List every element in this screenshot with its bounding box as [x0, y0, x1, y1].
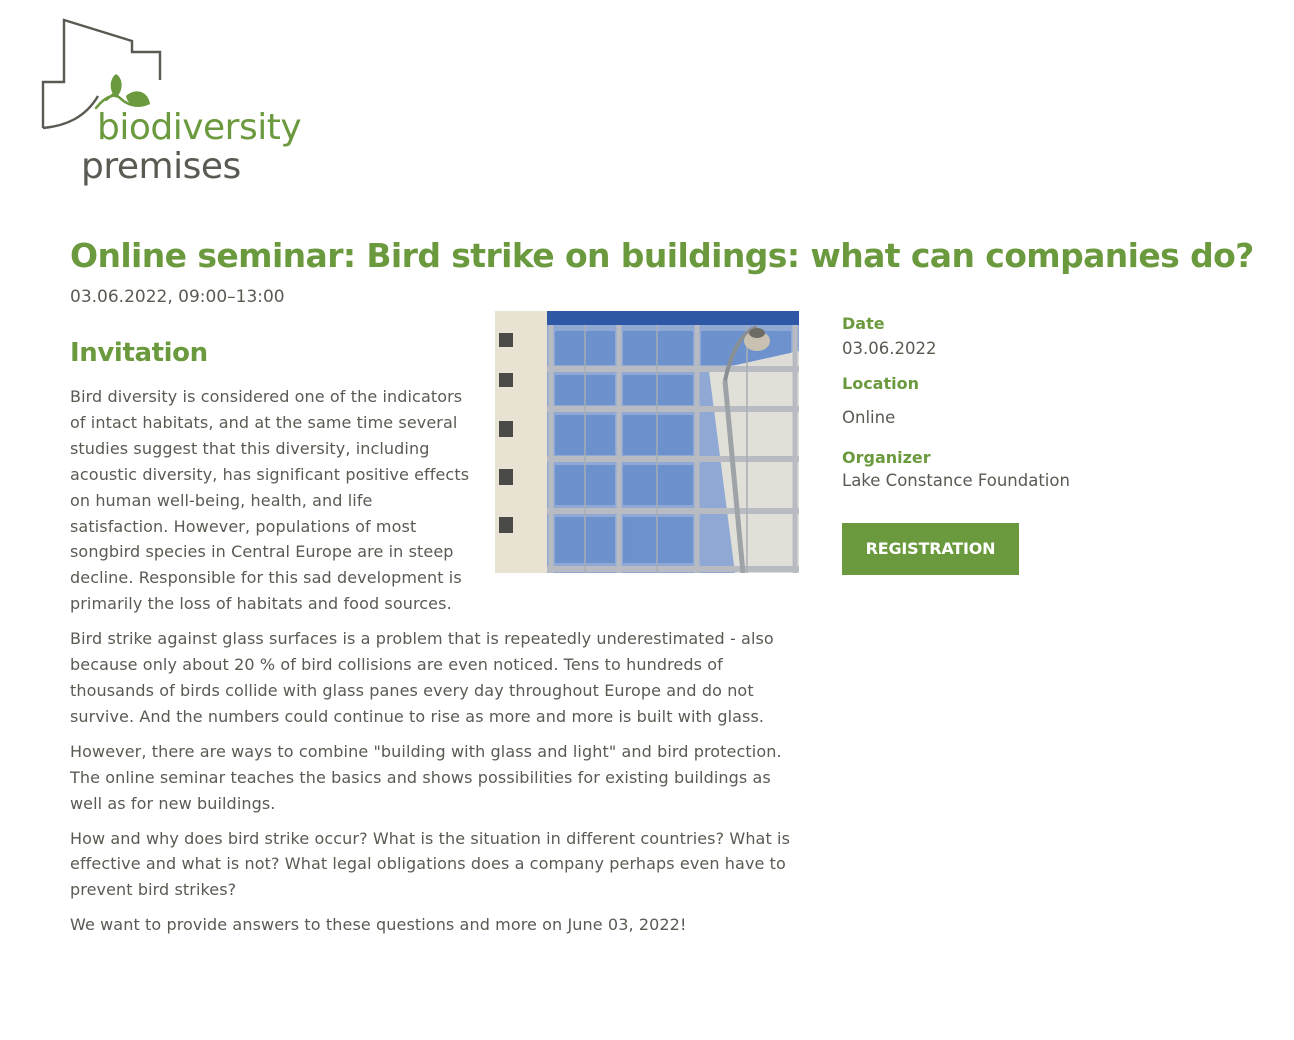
paragraph: However, there are ways to combine "building with glass and light" and bird protection. The online seminar teaches the basics and shows possibilities for existing buildings as well as for new buildings.	[70, 741, 782, 813]
logo-text-biodiversity: biodiversity	[97, 107, 302, 148]
organizer-value: Lake Constance Foundation	[842, 471, 1070, 490]
paragraph: We want to provide answers to these questions and more on June 03, 2022!	[70, 915, 687, 935]
site-logo[interactable]	[40, 18, 320, 196]
section-heading-invitation: Invitation	[70, 338, 208, 368]
event-description	[70, 310, 802, 947]
date-label: Date	[842, 314, 885, 333]
paragraph: Bird diversity is considered one of the indicators of intact habitats, and at the same time several studies suggest that this diversity, including acoustic diversity, has significant positive effects on human well-being, health, and life satisfaction. However, populations of most songbird species in Central Europe are in steep decline. Responsible for this sad development is primarily the loss of habitats and food sources.	[70, 387, 470, 614]
event-datetime: 03.06.2022, 09:00–13:00	[70, 287, 285, 307]
paragraph: Bird strike against glass surfaces is a problem that is repeatedly underestimated - also because only about 20 % of bird collisions are even noticed. Tens to hundreds of thousands of birds collide with glass panes every day throughout Europe and do not survive. And the numbers could continue to rise as more and more is built with glass.	[70, 629, 774, 726]
date-value: 03.06.2022	[842, 339, 937, 358]
logo-text-premises: premises	[81, 146, 241, 187]
location-label: Location	[842, 374, 919, 393]
organizer-label: Organizer	[842, 448, 931, 467]
location-value: Online	[842, 408, 896, 427]
page-title: Online seminar: Bird strike on buildings: what can companies do?	[70, 236, 1254, 275]
paragraph: How and why does bird strike occur? What is the situation in different countries? What is effective and what is not? What legal obligations does a company perhaps even have to prevent bird strikes?	[70, 828, 791, 900]
glass-facade-image	[495, 311, 799, 573]
registration-button[interactable]: REGISTRATION	[842, 523, 1019, 575]
